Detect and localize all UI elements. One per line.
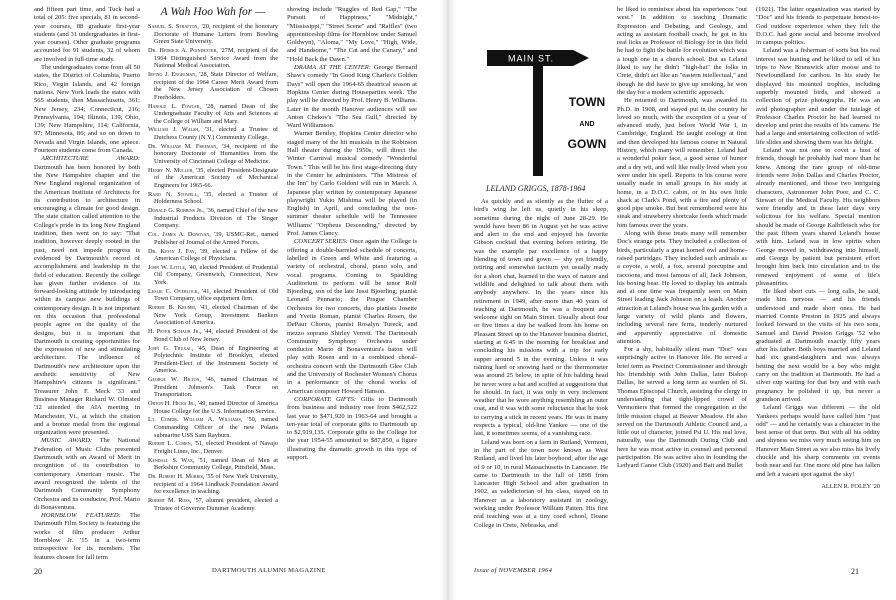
paragraph-text: (1921). The latter organization was started by "Doc" and his friends to perpetuate honest-to-God outdoor experience when they felt the D.O.C. had gone social and become involved in campus politics. xyxy=(756,6,880,47)
paragraph xyxy=(617,230,747,346)
honoree-name: Dr. Robert H. Morris xyxy=(148,473,203,481)
honor-item: Lt. Comdr. William A. Williams, '50, named Commanding Officer of the new Polaris submarine USS Sam Rayburn. xyxy=(148,416,278,439)
logo-gown: GOWN xyxy=(567,137,607,151)
author-signature: ALLEN R. FOLEY '20 xyxy=(821,482,880,490)
honor-item: Harold L. Fowler, '28, named Dean of the Undergraduate Faculty of Arts and Sciences at the College of William and Mary. xyxy=(148,102,278,125)
paragraph-text: Warner Bentley, Hopkins Center director who staged many of the hit musicals in the Robinson Hall theater during the 1950s, will direct the Winter Carnival musical comedy "Wonderful Town." This will be his first stage-directing duty in the Center he administers. "The Mistress of the Inn" by Carlo Goldoni will run in March. A Japanese play written by contemporary Japanese playwright Yukio Mishima will be played (in English) in April, and concluding the non-summer theater schedule will be Tennessee Williams' "Orpheus Descending," directed by Prof. James Clancy. xyxy=(287,130,417,238)
alumni-honors-title: A Wah Hoo Wah for — xyxy=(160,6,266,18)
paragraph xyxy=(474,198,608,439)
honor-item: John W. Little, '40, elected President of Prudential Oil Company, Greenwich, Connecticut, New York. xyxy=(148,263,278,287)
honoree-name: Irving J. Engelman xyxy=(148,70,196,78)
page-spine xyxy=(440,0,456,600)
honor-item: Orton H. Hicks Jr., '49, named Director of America House College for the U.S. Information Service. xyxy=(148,400,278,415)
honor-description: '51, named Dean of Men at Berkshire Community College, Pittsfield, Mass. xyxy=(154,456,278,472)
main-st-town-gown-logo xyxy=(473,28,607,176)
honor-description: '34, recipient of the honorary Doctorate of Humanities from the University of Cincinnati College of Medicine. xyxy=(154,142,278,166)
paragraph-text: Dartmouth has been honored by both the New Hampshire chapter and the New England regional organization of the American Institute of Architects for its contribution to architecture in encouraging a climate for good design. The state citation called attention to the College's pride in its long New England tradition, then went on to say: "That tradition, however deeply rooted in the past, need not impede progress is evidenced by Dartmouth's record of accomplishment and leadership in the field of education. Recently the college has given further evidence of its forward-looking attitude by introducing within its campus new buildings of contemporary design. It is not important on this occasion that professional people agree on the quality of the designs, but it is important that Dartmouth is creating opportunities for the expression of new and stimulating architecture. The influence of Dartmouth's new architecture upon the aesthetic sensitivity of New Hampshire's citizens is significant." Treasurer John F. Meck '33 and Business Manager Richard W. Olmsted '32 attended the AIA meeting in Manchester, Vt., at which the citation and a bronze medal from the regional organization were presented. xyxy=(34,163,140,437)
honor-item: Dr. Hedrick A. Poindexter, '27M, recipient of the 1964 Distinguished Service Award from the National Medical Association. xyxy=(148,46,278,70)
honor-item: Samuel S. Stratton, '20, recipient of the honorary Doctorate of Humane Letters from Bowling Green State University. xyxy=(148,23,278,46)
honoree-name: Dr. Hedrick A. Poindexter xyxy=(148,46,217,54)
paragraph xyxy=(34,437,140,512)
left-column-3 xyxy=(287,6,417,566)
honor-item: Rand N. Stowell, '35, elected a Trustee of Holderness School. xyxy=(148,190,278,206)
honoree-name: Col. James A. Donovan xyxy=(148,231,210,239)
honor-description: '40, elected President of Prudential Oil Company, Greenwich, Connecticut, New York. xyxy=(154,263,278,287)
paragraph-text: Leland Griggs was different — the old Yankees perhaps would have called him "just odd" — and he certainly was a character in the best sense of that term. But with all his oddity and shyness we miss very much seeing him on Hanover Main Street as we also miss his lively chuckle and his sharp comments on events both near and far. One more old pine has fallen and left a vacant spot against the sky! xyxy=(756,404,880,478)
honor-description: '28, State Director of Welfare, recipient of the 1964 Career Merit Award from the New Jersey Association of Chosen Freeholders. xyxy=(154,70,278,101)
paragraph xyxy=(287,64,417,130)
honoree-name: Dr. Kevin J. Fay xyxy=(148,247,195,255)
paragraph-text: As quickly and as silently as the flutter of a bird's wing he left us, quietly in his sleep, sometime during the night of June 28-29. He would have been 86 in August yet he was active and alert to the end and enjoyed his favorite Gibson cocktail that evening before retiring. He was the example par excellence of a happy blending of town and gown — shy yet friendly, retiring and somewhat taciturn yet usually ready for a short chat, learned in the ways of nature and wildlife and delighted to talk about them with anybody anywhere. In the years since his retirement in 1949, after more than 40 years of teaching at Dartmouth, he was a frequent and welcome sight on Main Street. Usually about four or five times a day he walked from his home on Pleasant Street up to the Hanover business district, starting at 6:45 in the morning for breakfast and concluding his missions with a trip for early supper around 5 in the evening. Unless it was raining hard or snowing hard or the thermometer was around 25 below, in spite of his balding head he never wore a hat and scoffed at suggestions that he should. In fact, it was only in very inclement weather that he wore anything resembling an outer coat, and it was with some reluctance that he took to carrying a stick in recent years. He was in many respects a typical, old-line Yankee — one of the last, it sometimes seems, of a vanishing race. xyxy=(474,198,608,438)
honor-item: Dr. Kevin J. Fay, '39, elected a Fellow of the American College of Physicians. xyxy=(148,247,278,263)
honor-item: Irving J. Engelman, '28, State Director of Welfare, recipient of the 1964 Career Merit Award from the New Jersey Association of Chosen Freeholders. xyxy=(148,70,278,101)
honoree-name: H. Peter Schaub Jr. xyxy=(148,328,200,336)
honor-item: Robert B. Krumm, '43, elected Chairman of the New York Group, Investment Bankers Association of America. xyxy=(148,304,278,327)
honor-description: '31, elected a Trustee of Dutchess County (N.Y.) Community College. xyxy=(154,126,278,142)
paragraph-text: He liked short cuts — long calls, he said, made him nervous — and his friends understood and made short ones. He had married Connie Preston in 1925 and always looked forward to the visits of his two sons, Samuel and David Preston Griggs '52 who graduated at Dartmouth exactly fifty years after his father. Both boys married and Leland had six grand-daughters and was always betting the next would be a boy who might carry on the tradition at Dartmouth. He had a silver cup waiting for that boy and with each pregnancy he polished it up, but never a grandson arrived. xyxy=(756,288,880,403)
right-footer: Issue of NOVEMBER 1964 xyxy=(474,567,553,574)
paragraph xyxy=(756,288,880,404)
paragraph-heading: DRAMA AT THE CENTER: xyxy=(294,64,371,72)
honoree-name: Lt. Comdr. William A. Williams xyxy=(148,416,241,424)
honor-item: George W. Hilton, '46, named Chairman of President Johnson's Task Force on Transportation. xyxy=(148,376,278,399)
paragraph xyxy=(756,6,880,47)
honor-description: '20, recipient of the honorary Doctorate of Humane Letters from Bowling Green State University. xyxy=(154,23,278,46)
article-caption: LELAND GRIGGS, 1878-1964 xyxy=(486,184,586,193)
honoree-name: Robert L. Cohen xyxy=(148,440,191,448)
paragraph-text: The National Federation of Music Clubs presented Dartmouth with an Award of Merit in recognition of its contribution to contemporary American music. The award recognized the talents of the Dartmouth Community Symphony Orchestra and its conductor, Prof. Mario di Bonaventura. xyxy=(34,437,140,511)
honor-item: William J. Walsh, '31, elected a Trustee of Dutchess County (N.Y.) Community College. xyxy=(148,126,278,142)
alumni-honors-column xyxy=(148,6,278,566)
street-sign-graphic xyxy=(473,28,607,176)
honoree-name: Robert M. Ross xyxy=(148,497,190,505)
honor-item: H. Peter Schaub Jr., '44, elected President of the Bond Club of New Jersey. xyxy=(148,328,278,343)
left-column-1 xyxy=(34,6,140,566)
right-page-number: 21 xyxy=(851,567,859,576)
honoree-name: Rand N. Stowell xyxy=(148,190,198,198)
left-page-number: 20 xyxy=(34,567,42,576)
honor-item: Col. James A. Donovan, '39, USMC-Ret., named Publisher of Journal of the Armed Forces. xyxy=(148,231,278,246)
honoree-name: Donald G. Robbins Jr. xyxy=(148,207,204,215)
paragraph-text: Gifts to Dartmouth from business and industry rose from $462,522 last year to $471,920 in 1963-64 and brought a ten-year total of corporate gifts to Dartmouth up to $2,919,135. Corporate gifts to the College for the year 1954-55 amounted to $87,850, a figure illustrating the dramatic growth in this type of support. xyxy=(287,395,417,462)
paragraph-text: Leland was a fisherman of sorts but his real interest was hunting and he liked to tell of his trips to New Brunswick after moose and to Newfoundland for caribou. In his study he displayed his mounted trophies, including superbly mounted birds, and showed a collection of prize photographs. He was an avid photographer and under the tutelage of Professor Charles Proctor he had learned to develop and print the results of his camera. He had a large and entertaining collection of wild-life slides and showing them was his delight. xyxy=(756,47,880,146)
honor-description: '50, named Commanding Officer of the new Polaris submarine USS Sam Rayburn. xyxy=(154,416,278,439)
honor-description: '44, elected President of the Bond Club of New Jersey. xyxy=(154,328,278,343)
right-column-3-body xyxy=(756,6,880,479)
paragraph-heading: ARCHITECTURE AWARD: xyxy=(41,155,140,163)
honoree-name: John G. Truxal xyxy=(148,344,192,352)
honor-description: '57, alumni president, elected a Trustee of Governor Dummer Academy. xyxy=(154,497,278,512)
paragraph-text: Along with these treats many will remember Doc's strange pets. They included a collection of birds, particularly a great horned owl and home-raised partridges. They included such animals as a coyote, a wolf, a fox, several porcupine and raccoons, and most famous of all, Jack Johnson, his boxing bear. He loved to display his animals and at one time was frequently seen on Main Street leading Jack Johnson on a leash. Another attraction at Leland's house was his garden with a large variety of wild plants and flowers, including several rare ferns, tenderly nurtured and apparently appreciative of domestic attention. xyxy=(617,230,747,345)
paragraph xyxy=(34,6,140,64)
honoree-name: Samuel S. Stratton xyxy=(148,23,198,30)
honor-description: '35, elected President-Designate of the American Society of Mechanical Engineers for 1965-66. xyxy=(154,166,278,189)
paragraph-heading: MUSIC AWARD: xyxy=(41,437,93,445)
paragraph xyxy=(287,130,417,238)
right-column-3 xyxy=(756,6,880,566)
logo-town: TOWN xyxy=(568,95,606,109)
honoree-name: Orton H. Hicks Jr. xyxy=(148,400,195,408)
logo-and: AND xyxy=(579,121,595,128)
paragraph-text: he liked to reminisce about his experiences "out west." In addition to teaching Dramatic Expression and Debating, and Geology, and acting as assistant football coach, he got in his real licks as Professor of Biology for in this field he had to fight the battle for evolution which was a tough one in a church school. But as Leland liked to say he didn't "high-hat" the folks in Crete, didn't act like an "eastern intellectual," and though he did have to give up smoking, he won the day for a modern scientific approach. xyxy=(617,6,747,96)
paragraph-heading: CONCERT SERIES: xyxy=(294,238,348,246)
honor-description: '55 of New York University, recipient of a 1964 Lindback Foundation Award for excellence in teaching. xyxy=(154,473,278,496)
honor-item: Robert L. Cohen, '51, elected President of Navajo Freight Lines, Inc., Denver. xyxy=(148,440,278,456)
honoree-name: Dr. William M. Freeman xyxy=(148,142,217,150)
paragraph xyxy=(34,512,140,562)
paragraph-text: Once again the College is offering a double-barreled schedule of concerts, labelled in Green and White and featuring a variety of orchestral, choral, piano solo, and vocal programs. Coming to Spaulding Auditorium to perform will be tenor Rolf Bjoerling, son of the late Jussi Bjoerling; pianist Leonard Pennario; the Prague Chamber Orchestra for two concerts, duo pianists Josette and Yvette Roman, pianist Charles Rosen, the DePaur Chorus, pianist Rosalyn Tureck, and mezzo soprano Shirley Verrett. The Dartmouth Community Symphony Orchestra under conductor Mario di Bonaventura's baton will play with Rosen and in a combined choral-orchestra concert with the Dartmouth Glee Club and the University of Rochester Women's Chorus in a performance of the choral works of American composer Howard Hanson. xyxy=(287,238,417,395)
honoree-name: Henry N. Muller xyxy=(148,166,193,174)
paragraph xyxy=(617,346,747,470)
honor-description: '43, elected Chairman of the New York Group, Investment Bankers Association of America. xyxy=(154,304,278,327)
paragraph xyxy=(34,64,140,155)
alumni-honors-list xyxy=(148,23,278,512)
left-footer: DARTMOUTH ALUMNI MAGAZINE xyxy=(212,567,326,574)
honor-description: '45, Dean of Engineering at Polytechnic Institute of Brooklyn, elected President-Elect of the Instrument Society of America. xyxy=(154,344,278,375)
honor-description: '39, USMC-Ret., named Publisher of Journal of the Armed Forces. xyxy=(154,231,278,246)
honor-item: John G. Truxal, '45, Dean of Engineering at Polytechnic Institute of Brooklyn, elected President-Elect of the Instrument Society of America. xyxy=(148,344,278,375)
right-column-2 xyxy=(617,6,747,566)
paragraph xyxy=(756,404,880,479)
sign-text: MAIN ST. xyxy=(507,53,555,64)
paragraph-text: The Dartmouth Film Society is featuring the works of film producer Arthur Hornblow Jr. '15 in a two-term retrospective for its members. The features chosen for fall term xyxy=(34,512,140,561)
paragraph-text: Leland was not one to covet a host of friends, though he probably had more than he knew. Among the rare group of old-time friends were John Dallas and Charles Proctor, already mentioned, and those two intriguing characters, Astronomer John Poor, and C. C. Stewart of the Medical Faculty. His neighbors were friendly and in these later days very solicitous for his welfare. Special mention should be made of George Kalbfleisch who for the past fifteen years shared Leland's house with him. Leland was in low spirits when George moved in, withdrawing into himself, and George by patient but persistent effort brought him back into circulation and to the renewed enjoyment of some of life's pleasantries. xyxy=(756,147,880,287)
paragraph xyxy=(756,147,880,288)
paragraph xyxy=(287,238,417,396)
paragraph-heading: HORNBLOW FEATURED: xyxy=(41,512,121,520)
honor-description: '51, elected President of Navajo Freight Lines, Inc., Denver. xyxy=(154,440,278,456)
honor-description: '41, elected President of Old Town Company, office equipment firm. xyxy=(154,287,278,303)
paragraph-text: Leland was born on a farm in Rutland, Vermont, in the part of the town now known as West Rutland, and lived his later boyhood, after the age of 9 or 10, in rural Massachusetts in Lancaster. He came to Dartmouth in the fall of 1898 from Lancaster High School and after graduation in 1902, as valedictorian of his class, stayed on in Hanover as a laboratory assistant in zoology, working under Professor William Patten. His first real teaching was at a tiny coed school, Doane College in Crete, Nebraska, and xyxy=(474,438,608,529)
honor-item: Dr. William M. Freeman, '34, recipient of the honorary Doctorate of Humanities from the University of Cincinnati College of Medicine. xyxy=(148,142,278,166)
honoree-name: Robert B. Krumm xyxy=(148,304,195,312)
honor-description: '27M, recipient of the 1964 Distinguished Service Award from the National Medical Association. xyxy=(154,46,278,70)
honor-item: Kendall S. Wax, '51, named Dean of Men at Berkshire Community College, Pittsfield, Mass. xyxy=(148,456,278,472)
paragraph xyxy=(474,439,608,530)
honoree-name: Leslie C. Overlock xyxy=(148,287,198,295)
honoree-name: Harold L. Fowler xyxy=(148,102,200,110)
paragraph xyxy=(617,97,747,230)
honoree-name: William J. Walsh xyxy=(148,126,199,134)
honoree-name: Kendall S. Wax xyxy=(148,456,193,464)
honor-item: Henry N. Muller, '35, elected President-Designate of the American Society of Mechanical Engineers for 1965-66. xyxy=(148,166,278,189)
honor-description: '39, elected a Fellow of the American College of Physicians. xyxy=(154,247,278,263)
honor-description: '28, named Dean of the Undergraduate Faculty of Arts and Sciences at the College of William and Mary. xyxy=(154,102,278,125)
paragraph-text: He returned to Dartmouth, was awarded its Ph.D. in 1908, and stayed put in the country he loved so much, with the exception of a year of advanced study, just before World War I, in Cambridge, England. He taught zoology at first and then developed his famous course in Natural History, which many will remember. Leland had a wonderful poker face, a good sense of humor and a dry wit, and will like really lived when you were under his spell. Reports in his course were usually made in small groups in his study at home, in a D.O.C. cabin, or in his own little shack at Clark's Pond, with a fire and plenty of good pipe smoke. But best remembered were his steak and strawberry shortcake feeds which made him famous over the years. xyxy=(617,97,747,229)
paragraph-text: and fifteen part time, and Tuck had a total of 205: five specials, 81 in second-year courses, 88 graduate first-year students (and 31 undergraduates in first-year courses). Other graduate programs accounted for 91 students, 32 of whom are involved in full-time study. xyxy=(34,6,140,63)
paragraph-text: showing include "Ruggles of Red Gap," "The Pursuit of Happiness," "Midnight," "Mississippi," "Street Scene" and "Raffles" (two apprenticeship films for Hornblow under Samuel Goldwyn), "Aloma," "My Love," "High, Wide, and Handsome," "The Cat and the Canary," and "Hold Back the Dawn." xyxy=(287,6,417,63)
paragraph-text: For a shy, habitually silent man "Doc" was surprisingly active in Hanover life. He served a brief term as Precinct Commissioner and through his friendship with John Dallas, later Bishop Dallas, he served a long term as warden of St. Thomas Episcopal Church, assisting the clergy in understanding that tight-lipped crowd of Vermonters that formed the congregation at the little mission chapel at Beaver Meadow. He also served on the Dartmouth Athletic Council and, a little out of character, joined Psi U. His real love, naturally, was the Dartmouth Outing Club and here he was most active in counsel and personal participation. He was active also in founding the Ledyard Canoe Club (1920) and Bait and Bullet xyxy=(617,346,747,470)
paragraph xyxy=(287,6,417,64)
paragraph xyxy=(34,155,140,437)
honor-description: '49, named Director of America House College for the U.S. Information Service. xyxy=(154,400,278,415)
honor-description: '35, elected a Trustee of Holderness School. xyxy=(154,190,278,206)
honor-item: Donald G. Robbins Jr., '36, named Chief of the new Industrial Products Division of The Singer Company. xyxy=(148,207,278,230)
honor-description: '46, named Chairman of President Johnson's Task Force on Transportation. xyxy=(154,376,278,399)
honor-item: Dr. Robert H. Morris, '55 of New York University, recipient of a 1964 Lindback Foundation Award for excellence in teaching. xyxy=(148,473,278,496)
honoree-name: John W. Little xyxy=(148,263,185,271)
honor-item: Robert M. Ross, '57, alumni president, elected a Trustee of Governor Dummer Academy. xyxy=(148,497,278,512)
paragraph-text: George Bernard Shaw's comedy "In Good King Charles's Golden Days" will open the 1964-65 theatrical season at Hopkins Center during Houseparties week. The play will be directed by Prof. Henry B. Williams. Later in the month Hanover audiences will see Anton Chekov's "The Sea Gull," directed by Ward Williamson. xyxy=(287,64,417,130)
honor-item: Leslie C. Overlock, '41, elected President of Old Town Company, office equipment firm. xyxy=(148,287,278,303)
paragraph-text: The undergraduates come from all 50 states, the District of Columbia, Puerto Rico, Virgin Islands, and 42 foreign nations. New York leads the states with 565 students, then Massachusetts, 361; New Jersey, 234; Connecticut, 216; Pennsylvania, 194; Illinois, 139; Ohio, 139; New Hampshire, 114; California, 97; Minnesota, 86; and so on down to Nevada and Virgin Islands, one apiece. Fourteen students come from Canada. xyxy=(34,64,140,155)
right-column-1 xyxy=(474,198,608,566)
paragraph xyxy=(756,47,880,147)
paragraph xyxy=(287,396,417,462)
honor-description: '36, named Chief of the new Industrial Products Division of The Singer Company. xyxy=(154,207,278,230)
paragraph xyxy=(617,6,747,97)
paragraph-heading: CORPORATE GIFTS: xyxy=(294,395,357,403)
honoree-name: George W. Hilton xyxy=(148,376,200,384)
